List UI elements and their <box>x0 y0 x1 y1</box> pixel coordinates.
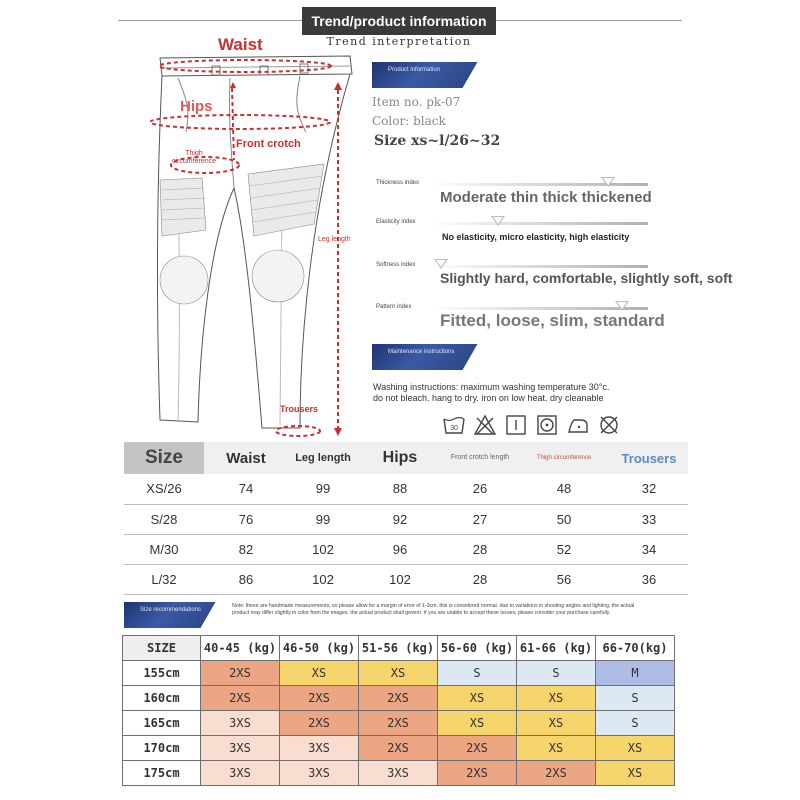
thigh-col-header: Thigh circumference <box>518 442 610 474</box>
product-info-badge <box>372 62 478 88</box>
index-name: Softness index <box>376 262 416 268</box>
table-cell: 96 <box>358 534 442 564</box>
size-cell: XS <box>517 736 596 761</box>
no-bleach-icon <box>473 413 497 437</box>
index-text: Fitted, loose, slim, standard <box>440 311 665 330</box>
hang-dry-icon <box>504 413 528 437</box>
front-crotch-label: Front crotch <box>236 138 301 150</box>
front-crotch-col-header: Front crotch length <box>442 442 518 474</box>
index-bar <box>428 265 648 268</box>
table-cell: 52 <box>518 534 610 564</box>
index-name: Pattern index <box>376 304 412 310</box>
size-cell: S <box>596 711 675 736</box>
size-cell: 2XS <box>359 711 438 736</box>
index-text: Slightly hard, comfortable, slightly soft, soft <box>440 270 733 286</box>
pants-diagram <box>150 35 380 440</box>
height-cell: 165cm <box>123 711 201 736</box>
maintenance-badge <box>372 344 478 370</box>
size-cell: 3XS <box>359 761 438 786</box>
item-number: Item no. pk-07 <box>372 95 461 109</box>
no-dry-clean-icon <box>597 413 621 437</box>
size-cell: 2XS <box>280 711 359 736</box>
height-cell: 160cm <box>123 686 201 711</box>
table-row <box>124 564 688 594</box>
table-cell: 102 <box>358 564 442 594</box>
table-cell: 32 <box>610 474 688 504</box>
table-cell: 27 <box>442 504 518 534</box>
recommend-col-header: 40-45 (kg) <box>201 636 280 661</box>
height-cell: 175cm <box>123 761 201 786</box>
table-cell: L/32 <box>124 564 204 594</box>
size-cell: 2XS <box>359 736 438 761</box>
table-row <box>124 474 688 504</box>
table-row <box>123 736 675 761</box>
product-size-range: Size xs~l/26~32 <box>374 133 501 149</box>
washing-line-2: do not bleach. hang to dry. iron on low heat. dry cleanable <box>373 393 604 403</box>
size-cell: XS <box>596 736 675 761</box>
size-cell: 2XS <box>280 686 359 711</box>
iron-low-icon <box>566 413 590 437</box>
size-cell: S <box>438 661 517 686</box>
recommend-col-header: 51-56 (kg) <box>359 636 438 661</box>
table-cell: 102 <box>288 564 358 594</box>
index-text: Moderate thin thick thickened <box>440 189 652 206</box>
measurement-note: Note: these are handmade measurements, so please allow for a margin of error of 1-3cm. this is considered normal. due to variations in shooting angles and lighting, the actual product may differ slightly in color from the images. the actual product shall govern. if you are unable to accept these issues, please consider your purchase carefully. <box>232 603 635 616</box>
table-cell: S/28 <box>124 504 204 534</box>
wash-temp-text: 30 <box>450 425 458 432</box>
size-table-header <box>124 442 688 474</box>
table-cell: 36 <box>610 564 688 594</box>
wash-30-icon <box>442 413 466 437</box>
product-info-badge-label: Product information <box>388 67 441 73</box>
size-cell: 3XS <box>280 736 359 761</box>
waist-label: Waist <box>218 35 263 54</box>
index-marker <box>615 301 629 311</box>
header-subtitle: Trend interpretation <box>326 35 472 48</box>
header-right-rule <box>496 20 682 21</box>
table-cell: 102 <box>288 534 358 564</box>
recommend-col-header: 61-66 (kg) <box>517 636 596 661</box>
table-row <box>123 686 675 711</box>
header-left-rule <box>118 20 302 21</box>
size-cell: 2XS <box>517 761 596 786</box>
table-cell: M/30 <box>124 534 204 564</box>
size-cell: 2XS <box>438 736 517 761</box>
size-cell: XS <box>517 686 596 711</box>
size-cell: XS <box>596 761 675 786</box>
height-cell: 170cm <box>123 736 201 761</box>
table-cell: 88 <box>358 474 442 504</box>
table-cell: 86 <box>204 564 288 594</box>
trousers-col-header: Trousers <box>610 442 688 474</box>
table-cell: 26 <box>442 474 518 504</box>
size-cell: 2XS <box>201 661 280 686</box>
size-cell: 2XS <box>201 686 280 711</box>
product-color: Color: black <box>372 114 446 128</box>
size-cell: XS <box>359 661 438 686</box>
size-cell: 2XS <box>438 761 517 786</box>
table-row <box>123 711 675 736</box>
table-cell: XS/26 <box>124 474 204 504</box>
size-cell: 3XS <box>201 761 280 786</box>
table-cell: 74 <box>204 474 288 504</box>
hips-label: Hips <box>180 98 213 115</box>
recommend-col-header: 46-50 (kg) <box>280 636 359 661</box>
washing-line-1: Washing instructions: maximum washing temperature 30°c. <box>373 382 610 392</box>
size-cell: XS <box>517 711 596 736</box>
table-row <box>123 761 675 786</box>
index-marker <box>434 259 448 269</box>
table-cell: 33 <box>610 504 688 534</box>
leg-length-col-header: Leg length <box>288 442 358 474</box>
index-marker <box>601 177 615 187</box>
washing-instructions <box>373 382 609 404</box>
table-cell: 99 <box>288 504 358 534</box>
index-text: No elasticity, micro elasticity, high elasticity <box>442 232 630 242</box>
recommend-col-header: SIZE <box>123 636 201 661</box>
maintenance-badge-label: Maintenance instructions <box>388 349 455 355</box>
recommend-col-header: 56-60 (kg) <box>438 636 517 661</box>
table-cell: 76 <box>204 504 288 534</box>
size-cell: S <box>596 686 675 711</box>
size-cell: 3XS <box>280 761 359 786</box>
index-bar <box>428 222 648 225</box>
size-cell: XS <box>438 711 517 736</box>
leg-length-label: Leg length <box>318 236 351 243</box>
thigh-label: Thigh circumference <box>172 150 216 165</box>
size-col-header: Size <box>124 442 204 474</box>
recommend-badge <box>124 602 216 628</box>
size-cell: 2XS <box>359 686 438 711</box>
care-icons <box>442 413 621 437</box>
tumble-dry-icon <box>535 413 559 437</box>
size-cell: XS <box>280 661 359 686</box>
index-name: Thickness index <box>376 180 420 186</box>
size-cell: S <box>517 661 596 686</box>
index-name: Elasticity index <box>376 219 416 225</box>
table-cell: 28 <box>442 534 518 564</box>
waist-col-header: Waist <box>204 442 288 474</box>
size-cell: M <box>596 661 675 686</box>
table-cell: 34 <box>610 534 688 564</box>
table-cell: 48 <box>518 474 610 504</box>
trousers-label: Trousers <box>280 404 319 414</box>
table-row <box>123 661 675 686</box>
table-cell: 92 <box>358 504 442 534</box>
table-row <box>124 504 688 534</box>
table-cell: 50 <box>518 504 610 534</box>
table-row <box>124 534 688 564</box>
table-cell: 56 <box>518 564 610 594</box>
table-cell: 82 <box>204 534 288 564</box>
hips-col-header: Hips <box>358 442 442 474</box>
header-title: Trend/product information <box>302 7 496 35</box>
height-cell: 155cm <box>123 661 201 686</box>
recommend-header-row <box>123 636 675 661</box>
size-cell: XS <box>438 686 517 711</box>
recommend-col-header: 66-70(kg) <box>596 636 675 661</box>
size-cell: 3XS <box>201 711 280 736</box>
table-cell: 28 <box>442 564 518 594</box>
size-table <box>124 442 688 595</box>
table-cell: 99 <box>288 474 358 504</box>
recommend-table <box>122 635 675 786</box>
index-marker <box>491 216 505 226</box>
recommend-badge-label: Size recommendations <box>140 607 202 613</box>
size-cell: 3XS <box>201 736 280 761</box>
